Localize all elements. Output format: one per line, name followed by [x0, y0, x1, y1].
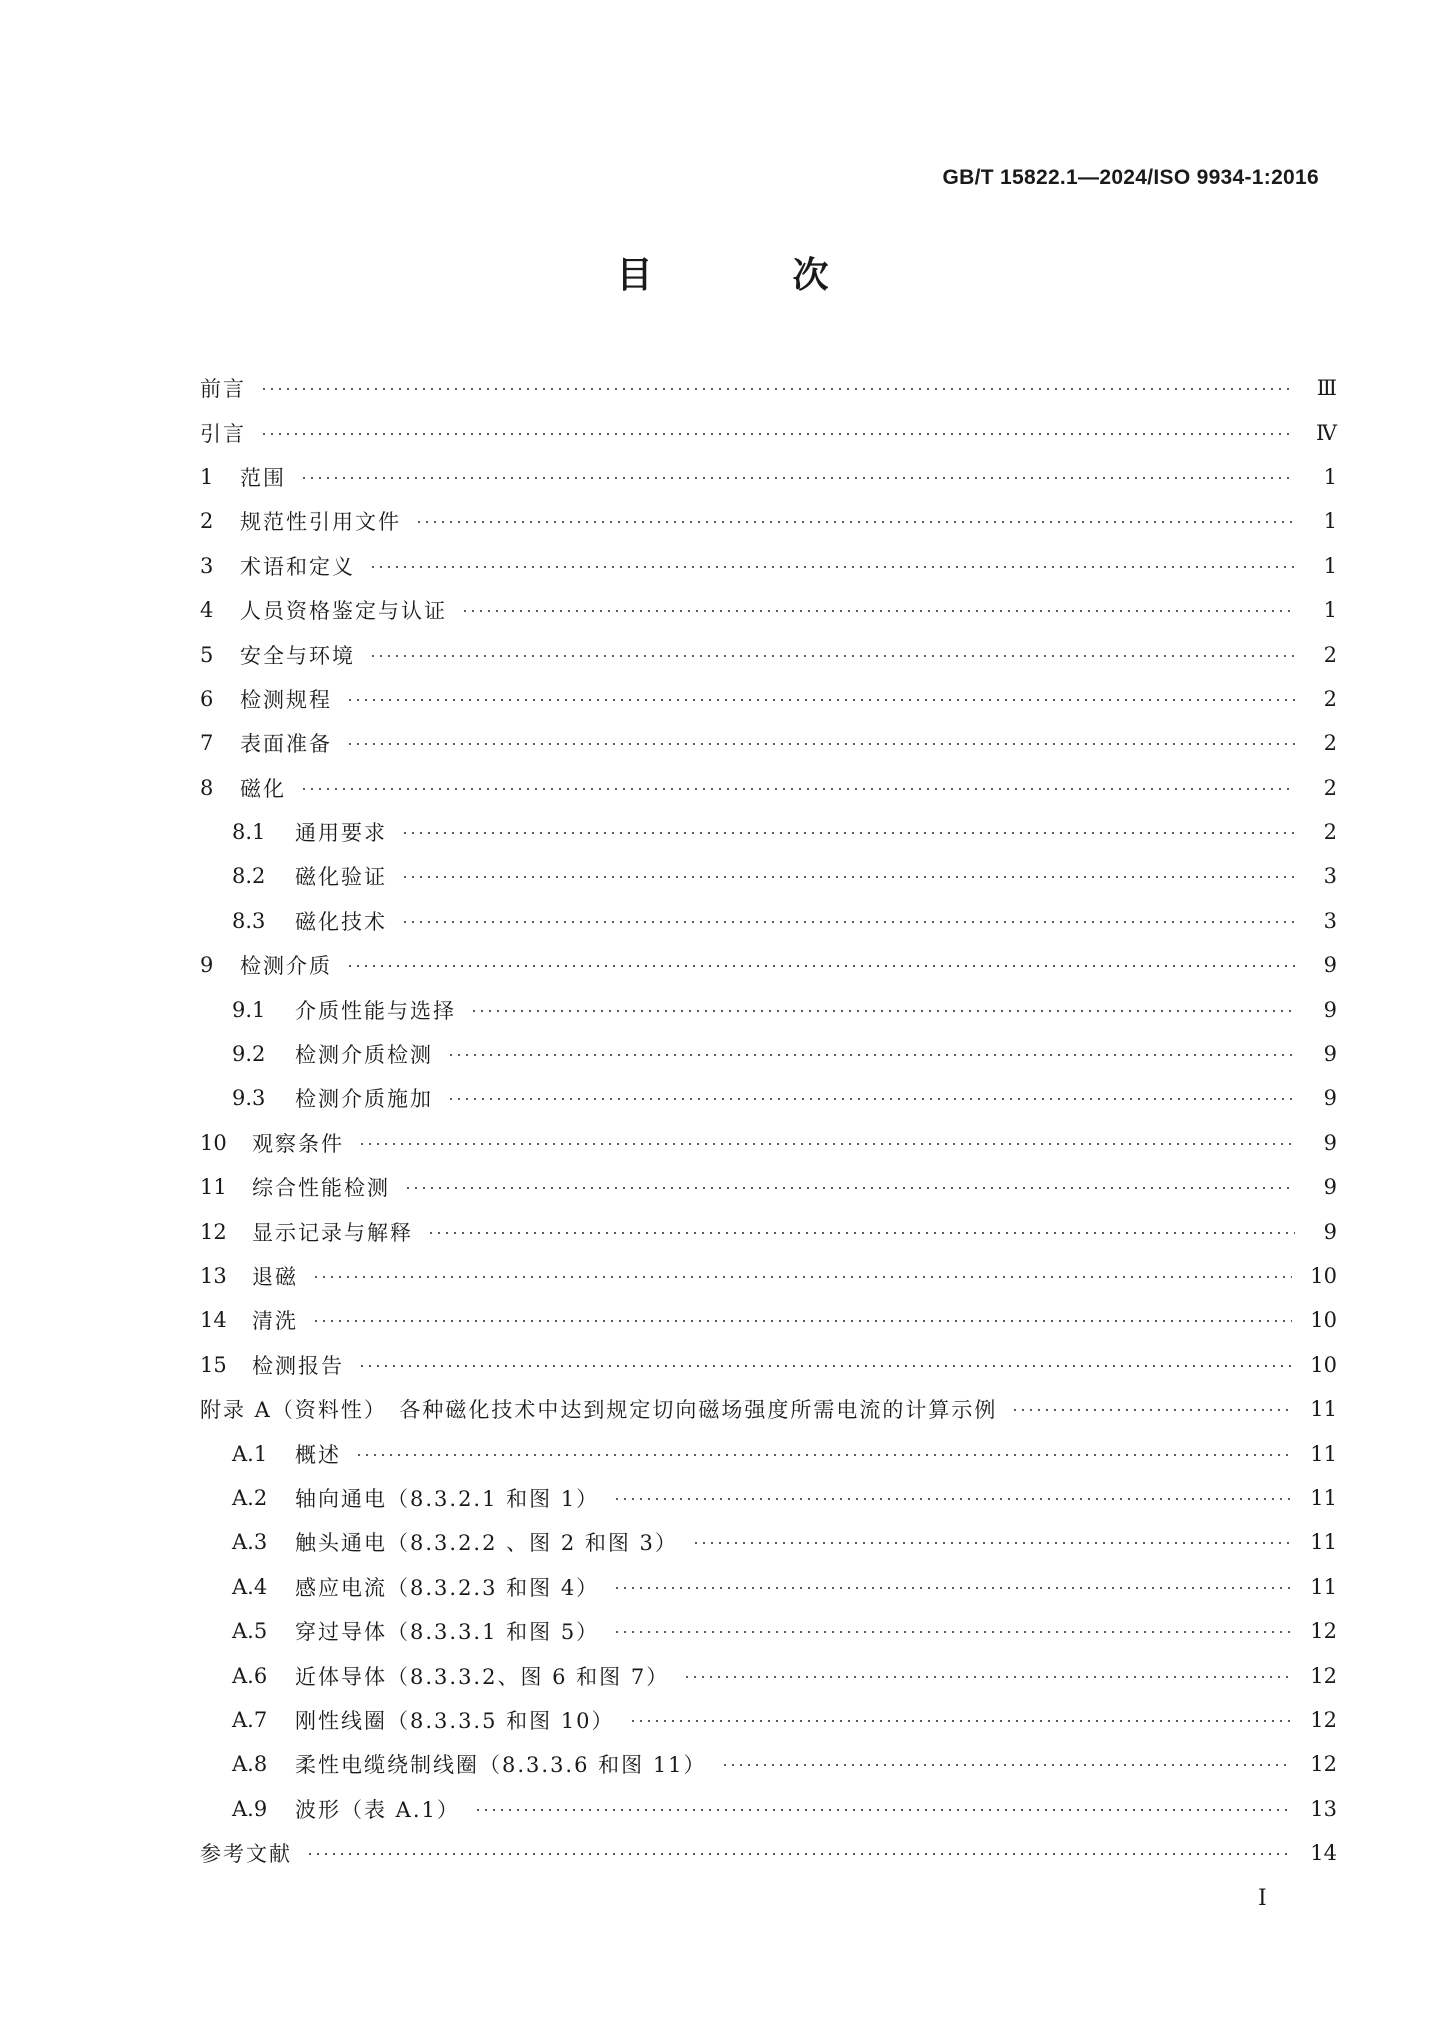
toc-entry-page: 9: [1323, 1042, 1337, 1067]
toc-entry-page: 12: [1310, 1707, 1337, 1732]
toc-entry-page: 10: [1310, 1264, 1337, 1288]
toc-entry[interactable]: [200, 1254, 1337, 1298]
dot-leader: [692, 1542, 1292, 1544]
dot-leader: [401, 921, 1295, 923]
toc-entry-page: 9: [1323, 1086, 1337, 1111]
toc-entry-label: 观察条件: [252, 1131, 344, 1156]
toc-entry[interactable]: [200, 1121, 1337, 1165]
toc-entry-label: 范围: [240, 465, 286, 490]
toc-entry-label: 安全与环境: [240, 643, 355, 668]
toc-entry-page: 9: [1323, 953, 1337, 978]
toc-entry-number: A.3: [232, 1530, 268, 1555]
toc-entry-number: A.5: [232, 1619, 268, 1644]
toc-entry-number: 5: [200, 642, 214, 667]
toc-entry[interactable]: [200, 677, 1337, 721]
toc-entry-number: A.2: [232, 1485, 268, 1510]
toc-entry-number: 2: [200, 509, 214, 534]
standard-code: GB/T 15822.1—2024/ISO 9934-1:2016: [942, 166, 1319, 189]
toc-entry-page: 13: [1310, 1796, 1337, 1821]
toc-entry-label: 通用要求: [295, 821, 387, 846]
toc-entry-label: 近体导体（8.3.3.2、图 6 和图 7）: [295, 1664, 670, 1689]
toc-entry[interactable]: [200, 1076, 1337, 1120]
toc-entry[interactable]: [200, 987, 1337, 1031]
toc-entry[interactable]: [200, 499, 1337, 543]
dot-leader: [346, 743, 1295, 745]
toc-entry-page: 2: [1323, 775, 1337, 800]
dot-leader: [447, 1054, 1295, 1056]
dot-leader: [721, 1764, 1293, 1766]
toc-entry-number: 9.3: [232, 1086, 266, 1111]
toc-entry[interactable]: [200, 766, 1337, 810]
toc-entry-label: 磁化技术: [295, 909, 387, 934]
dot-leader: [404, 1187, 1295, 1189]
toc-entry-label: 轴向通电（8.3.2.1 和图 1）: [295, 1486, 600, 1511]
toc-entry-number: 9.1: [232, 997, 266, 1022]
toc-entry-label: 表面准备: [240, 732, 332, 757]
toc-entry-label: 退磁: [252, 1265, 298, 1289]
toc-entry[interactable]: [200, 943, 1337, 987]
toc-entry-page: 1: [1323, 598, 1337, 623]
toc-entry-page: 9: [1323, 997, 1337, 1022]
toc-entry-number: 9: [200, 953, 214, 978]
toc-entry-page: 2: [1323, 642, 1337, 667]
toc-entry[interactable]: [200, 1787, 1337, 1831]
dot-leader: [461, 610, 1295, 612]
toc-entry-label: 综合性能检测: [252, 1176, 390, 1201]
dot-leader: [358, 1365, 1292, 1367]
toc-entry-number: 4: [200, 598, 214, 623]
toc-entry-number: 8: [200, 775, 214, 800]
toc-entry-label: 附录 A（资料性） 各种磁化技术中达到规定切向磁场强度所需电流的计算示例: [200, 1398, 998, 1423]
toc-entry-page: 12: [1310, 1663, 1337, 1688]
toc-entry-number: A.6: [232, 1663, 268, 1688]
toc-entry-page: 3: [1323, 864, 1337, 889]
toc-entry-number: 7: [200, 731, 214, 756]
toc-entry-page: 3: [1323, 908, 1337, 933]
dot-leader: [613, 1587, 1292, 1589]
table-of-contents: [200, 366, 1337, 1875]
toc-entry-page: 1: [1323, 464, 1337, 489]
toc-entry-number: 10: [200, 1130, 227, 1155]
toc-entry[interactable]: [200, 1431, 1337, 1475]
toc-entry[interactable]: [200, 1565, 1337, 1609]
toc-entry[interactable]: [200, 1476, 1337, 1520]
dot-leader: [474, 1809, 1292, 1811]
toc-entry-label: 检测介质检测: [295, 1043, 433, 1068]
toc-entry-number: 13: [200, 1264, 227, 1288]
toc-entry-page: 10: [1310, 1308, 1337, 1333]
page-number: Ⅰ: [1258, 1886, 1267, 1911]
dot-leader: [401, 876, 1295, 878]
dot-leader: [355, 1454, 1292, 1456]
toc-entry[interactable]: [200, 1520, 1337, 1564]
toc-entry[interactable]: [200, 544, 1337, 588]
toc-entry[interactable]: [200, 1032, 1337, 1076]
toc-entry-number: 11: [200, 1175, 227, 1200]
dot-leader: [260, 388, 1295, 390]
toc-entry-page: 12: [1310, 1752, 1337, 1777]
toc-entry-number: 6: [200, 686, 214, 711]
dot-leader: [369, 566, 1295, 568]
toc-entry-page: 11: [1310, 1441, 1337, 1466]
toc-entry-page: 9: [1323, 1219, 1337, 1244]
toc-entry[interactable]: [200, 588, 1337, 632]
toc-entry-number: 3: [200, 553, 214, 578]
dot-leader: [346, 965, 1295, 967]
toc-entry-label: 参考文献: [200, 1842, 292, 1867]
toc-entry-number: 14: [200, 1308, 227, 1333]
toc-entry-label: 介质性能与选择: [295, 998, 456, 1023]
dot-leader: [613, 1498, 1292, 1500]
dot-leader: [358, 1143, 1295, 1145]
page-title: 目 次: [616, 255, 881, 296]
toc-entry-number: A.8: [232, 1752, 268, 1777]
toc-entry-label: 检测报告: [252, 1353, 344, 1378]
toc-entry-page: Ⅳ: [1316, 420, 1337, 445]
toc-entry-page: 2: [1323, 820, 1337, 845]
toc-entry[interactable]: [200, 632, 1337, 676]
dot-leader: [300, 788, 1295, 790]
toc-entry-page: 9: [1323, 1130, 1337, 1155]
toc-entry-page: 11: [1310, 1397, 1337, 1422]
toc-entry-page: 2: [1323, 686, 1337, 711]
toc-entry[interactable]: [200, 1343, 1337, 1387]
toc-entry[interactable]: [200, 1609, 1337, 1653]
toc-entry[interactable]: [200, 1209, 1337, 1253]
toc-entry-page: 11: [1310, 1485, 1337, 1510]
toc-entry-number: 15: [200, 1352, 227, 1377]
toc-entry[interactable]: [200, 1653, 1337, 1697]
toc-entry-number: 8.3: [232, 908, 266, 933]
toc-entry-page: 2: [1323, 731, 1337, 756]
dot-leader: [312, 1276, 1292, 1278]
toc-entry-label: 术语和定义: [240, 554, 355, 579]
dot-leader: [401, 832, 1295, 834]
dot-leader: [470, 1010, 1295, 1012]
toc-entry-label: 检测介质: [240, 954, 332, 979]
toc-entry-page: 1: [1323, 509, 1337, 534]
toc-entry[interactable]: [200, 410, 1337, 454]
dot-leader: [312, 1320, 1292, 1322]
toc-entry-number: 8.2: [232, 864, 266, 889]
toc-entry-page: 14: [1310, 1841, 1337, 1866]
dot-leader: [447, 1098, 1295, 1100]
toc-entry-page: 1: [1323, 553, 1337, 578]
toc-entry[interactable]: [200, 1298, 1337, 1342]
toc-entry[interactable]: [200, 1698, 1337, 1742]
toc-entry-number: A.4: [232, 1574, 268, 1599]
toc-entry-label: 波形（表 A.1）: [295, 1797, 460, 1822]
toc-entry-label: 感应电流（8.3.2.3 和图 4）: [295, 1575, 600, 1600]
toc-entry-number: 1: [200, 464, 214, 489]
toc-entry-label: 检测介质施加: [295, 1087, 433, 1112]
dot-leader: [683, 1676, 1292, 1678]
toc-entry-number: 9.2: [232, 1042, 266, 1067]
toc-entry[interactable]: [200, 1831, 1337, 1875]
toc-entry-number: A.9: [232, 1796, 268, 1821]
toc-entry-label: 柔性电缆绕制线圈（8.3.3.6 和图 11）: [295, 1753, 707, 1778]
toc-entry-page: 10: [1310, 1352, 1337, 1377]
toc-entry-label: 穿过导体（8.3.3.1 和图 5）: [295, 1620, 600, 1645]
toc-entry-label: 人员资格鉴定与认证: [240, 599, 447, 624]
toc-entry-label: 前言: [200, 377, 246, 402]
toc-entry-label: 检测规程: [240, 687, 332, 712]
dot-leader: [1011, 1409, 1292, 1411]
toc-entry[interactable]: [200, 366, 1337, 410]
toc-entry[interactable]: [200, 455, 1337, 499]
toc-entry-page: 11: [1310, 1530, 1337, 1555]
toc-entry-number: A.7: [232, 1707, 268, 1732]
toc-entry-page: 12: [1310, 1619, 1337, 1644]
toc-entry-label: 磁化: [240, 776, 286, 801]
toc-entry[interactable]: [200, 854, 1337, 898]
toc-entry-label: 引言: [200, 421, 246, 446]
toc-entry-label: 规范性引用文件: [240, 510, 401, 535]
dot-leader: [613, 1631, 1292, 1633]
toc-entry-label: 刚性线圈（8.3.3.5 和图 10）: [295, 1708, 615, 1733]
dot-leader: [300, 477, 1295, 479]
dot-leader: [306, 1853, 1292, 1855]
dot-leader: [629, 1720, 1293, 1722]
toc-entry[interactable]: [200, 810, 1337, 854]
toc-entry-label: 概述: [295, 1442, 341, 1467]
toc-entry-number: 12: [200, 1219, 227, 1244]
toc-entry[interactable]: [200, 1387, 1337, 1431]
toc-entry[interactable]: [200, 1742, 1337, 1786]
toc-entry-label: 清洗: [252, 1309, 298, 1334]
dot-leader: [369, 655, 1295, 657]
toc-entry-label: 磁化验证: [295, 865, 387, 890]
dot-leader: [415, 521, 1295, 523]
toc-entry-page: 11: [1310, 1574, 1337, 1599]
toc-entry[interactable]: [200, 721, 1337, 765]
dot-leader: [260, 433, 1295, 435]
toc-entry-number: 8.1: [232, 820, 266, 845]
toc-entry[interactable]: [200, 1165, 1337, 1209]
dot-leader: [427, 1232, 1295, 1234]
toc-entry-page: 9: [1323, 1175, 1337, 1200]
dot-leader: [346, 699, 1295, 701]
toc-entry-page: Ⅲ: [1316, 376, 1337, 401]
toc-entry-label: 显示记录与解释: [252, 1220, 413, 1245]
toc-entry-number: A.1: [232, 1441, 268, 1466]
toc-entry[interactable]: [200, 899, 1337, 943]
toc-entry-label: 触头通电（8.3.2.2 、图 2 和图 3）: [295, 1531, 678, 1556]
